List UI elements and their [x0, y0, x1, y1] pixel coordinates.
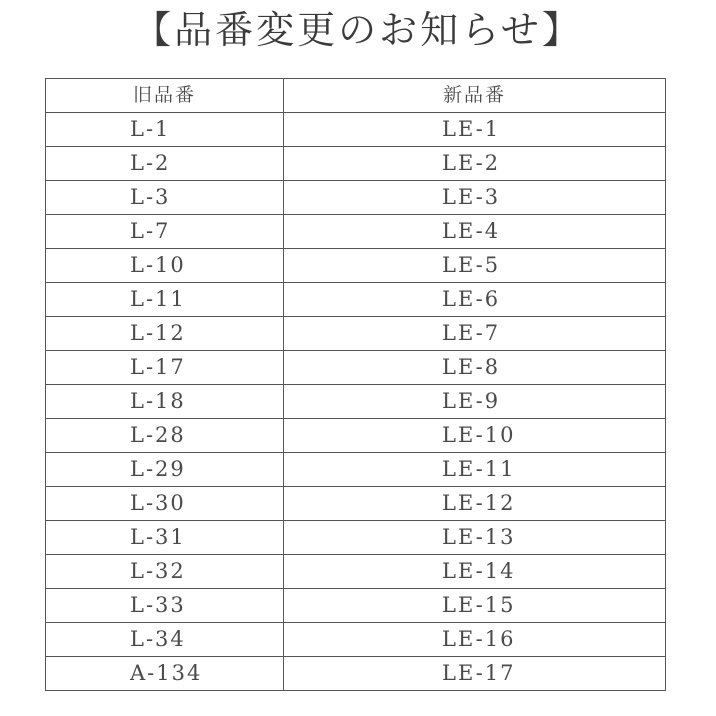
table-row [46, 317, 666, 351]
new-number-cell: LE-2 [284, 147, 666, 181]
old-number-cell: L-30 [46, 487, 284, 521]
old-number-cell: A-134 [46, 657, 284, 691]
table-body [46, 113, 666, 691]
new-number-cell: LE-9 [284, 385, 666, 419]
old-number-cell: L-32 [46, 555, 284, 589]
new-number-cell: LE-3 [284, 181, 666, 215]
table-row [46, 385, 666, 419]
table-row [46, 181, 666, 215]
new-number-header: 新品番 [284, 79, 666, 113]
old-number-header: 旧品番 [46, 79, 284, 113]
table-row [46, 419, 666, 453]
new-number-cell: LE-8 [284, 351, 666, 385]
table-row [46, 657, 666, 691]
new-number-cell: LE-15 [284, 589, 666, 623]
new-number-cell: LE-14 [284, 555, 666, 589]
old-number-cell: L-1 [46, 113, 284, 147]
table-row [46, 623, 666, 657]
new-number-cell: LE-5 [284, 249, 666, 283]
table-row [46, 249, 666, 283]
new-number-cell: LE-4 [284, 215, 666, 249]
old-number-cell: L-2 [46, 147, 284, 181]
old-number-cell: L-17 [46, 351, 284, 385]
old-number-cell: L-11 [46, 283, 284, 317]
new-number-cell: LE-12 [284, 487, 666, 521]
table-row [46, 113, 666, 147]
old-number-cell: L-28 [46, 419, 284, 453]
old-number-cell: L-31 [46, 521, 284, 555]
table-header-row [46, 79, 666, 113]
table-row [46, 351, 666, 385]
table-row [46, 589, 666, 623]
table-row [46, 521, 666, 555]
new-number-cell: LE-17 [284, 657, 666, 691]
table-row [46, 453, 666, 487]
new-number-cell: LE-13 [284, 521, 666, 555]
table-row [46, 487, 666, 521]
new-number-cell: LE-16 [284, 623, 666, 657]
old-number-cell: L-29 [46, 453, 284, 487]
product-number-change-table [45, 78, 666, 691]
new-number-cell: LE-1 [284, 113, 666, 147]
old-number-cell: L-10 [46, 249, 284, 283]
old-number-cell: L-12 [46, 317, 284, 351]
old-number-cell: L-3 [46, 181, 284, 215]
new-number-cell: LE-10 [284, 419, 666, 453]
table-row [46, 147, 666, 181]
new-number-cell: LE-11 [284, 453, 666, 487]
table-row [46, 283, 666, 317]
old-number-cell: L-34 [46, 623, 284, 657]
table-row [46, 555, 666, 589]
new-number-cell: LE-7 [284, 317, 666, 351]
old-number-cell: L-18 [46, 385, 284, 419]
page-title: 【品番変更のお知らせ】 [133, 8, 583, 52]
new-number-cell: LE-6 [284, 283, 666, 317]
old-number-cell: L-7 [46, 215, 284, 249]
old-number-cell: L-33 [46, 589, 284, 623]
table-row [46, 215, 666, 249]
